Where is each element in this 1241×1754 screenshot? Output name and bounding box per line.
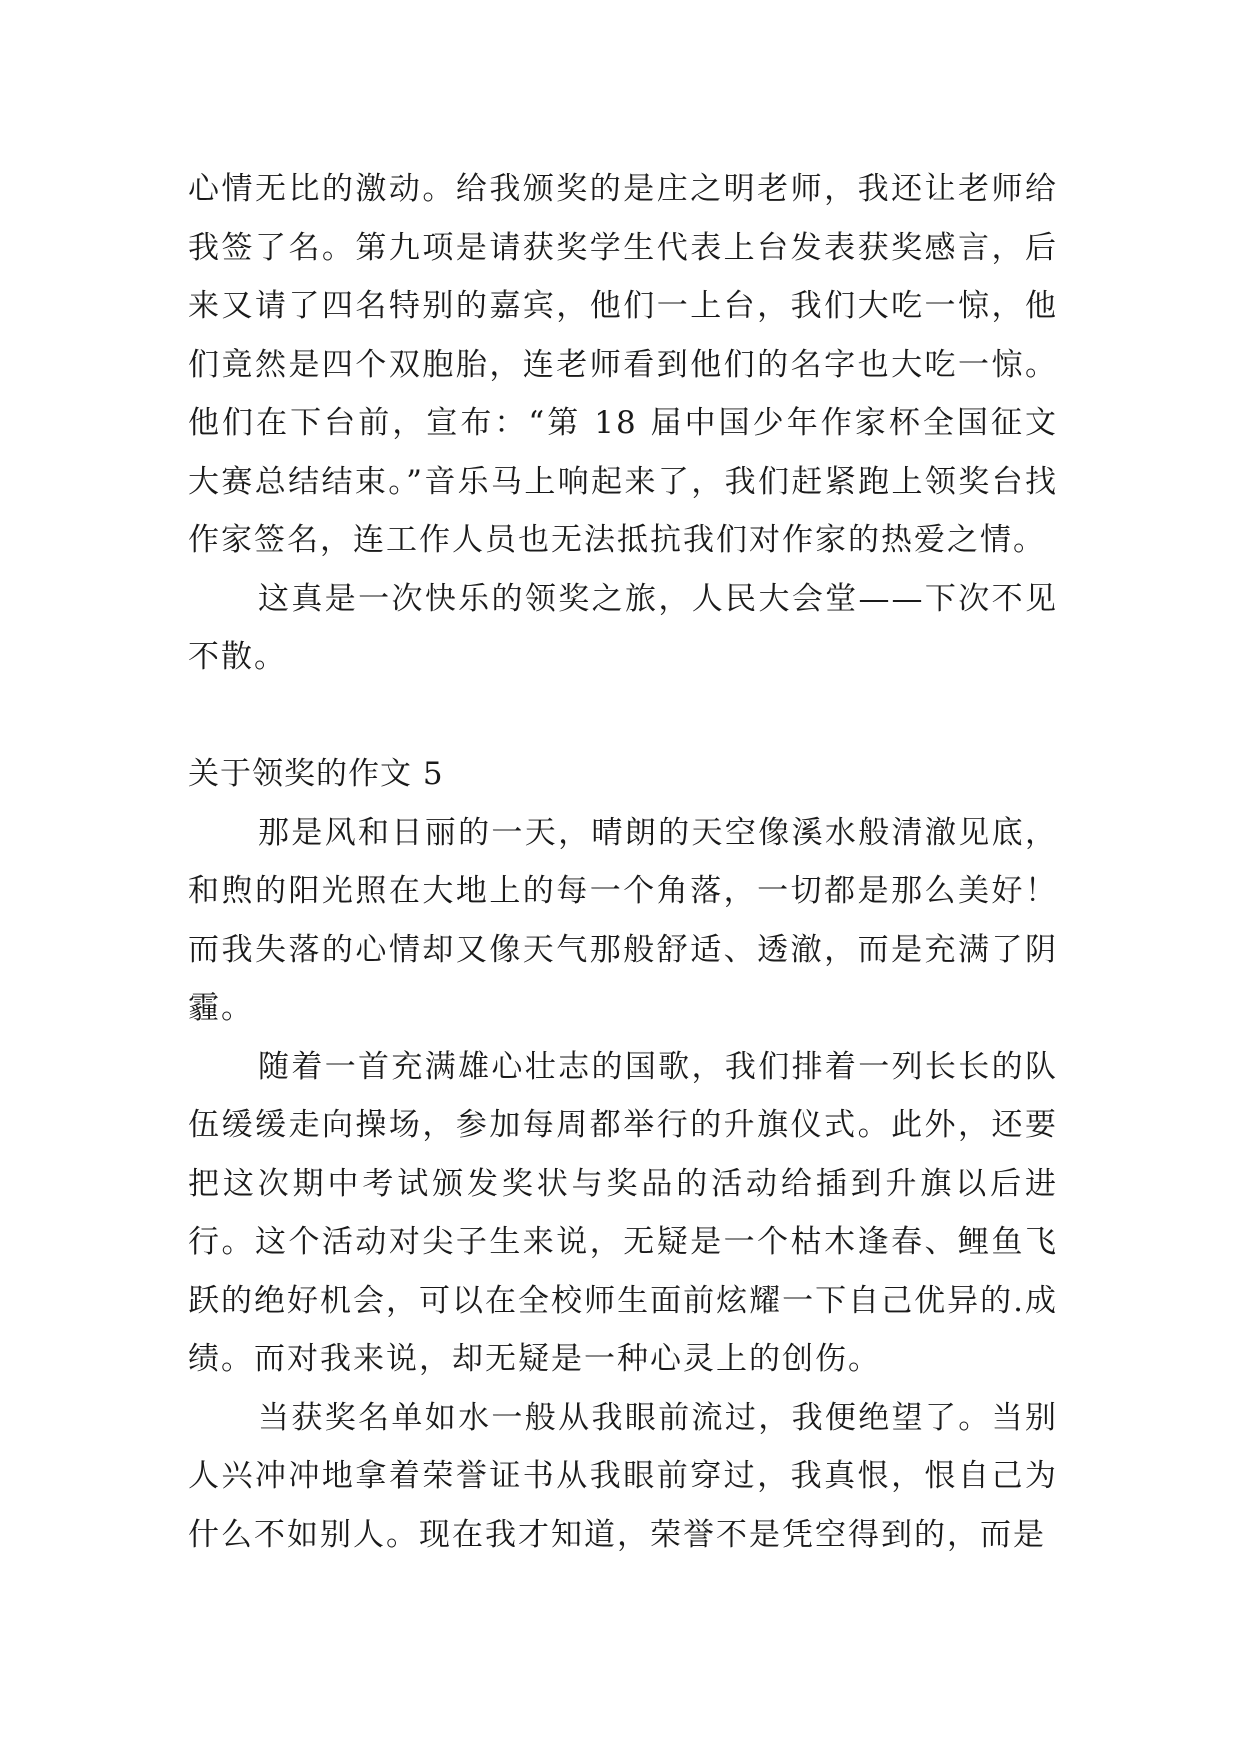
paragraph-closing: 这真是一次快乐的领奖之旅，人民大会堂——下次不见不散。 <box>188 580 1058 675</box>
document-body <box>188 160 1058 1564</box>
section-title: 关于领奖的作文 5 <box>188 756 444 792</box>
paragraph-weather: 那是风和日丽的一天，晴朗的天空像溪水般清澈见底，和煦的阳光照在大地上的每一个角落，一切都是那么美好！而我失落的心情却又像天气那般舒适、透澈，而是充满了阴霾。 <box>188 814 1058 1026</box>
paragraph-award-list: 当获奖名单如水一般从我眼前流过，我便绝望了。当别人兴冲冲地拿着荣誉证书从我眼前穿过，我真恨，恨自己为什么不如别人。现在我才知道，荣誉不是凭空得到的，而是 <box>188 1399 1058 1553</box>
paragraph-flag-ceremony: 随着一首充满雄心壮志的国歌，我们排着一列长长的队伍缓缓走向操场，参加每周都举行的升旗仪式。此外，还要把这次期中考试颁发奖状与奖品的活动给插到升旗以后进行。这个活动对尖子生来说，无疑是一个枯木逢春、鲤鱼飞跃的绝好机会，可以在全校师生面前炫耀一下自己优异的.成绩。而对我来说，却无疑是一种心灵上的创伤。 <box>188 1048 1058 1377</box>
paragraph-continuation: 心情无比的激动。给我颁奖的是庄之明老师，我还让老师给我签了名。第九项是请获奖学生代表上台发表获奖感言，后来又请了四名特别的嘉宾，他们一上台，我们大吃一惊，他们竟然是四个双胞胎，连老师看到他们的名字也大吃一惊。他们在下台前，宣布：“第 18 届中国少年作家杯全国征文大赛总结结束。”音乐马上响起来了，我们赶紧跑上领奖台找作家签名，连工作人员也无法抵抗我们对作家的热爱之情。 <box>188 171 1058 558</box>
